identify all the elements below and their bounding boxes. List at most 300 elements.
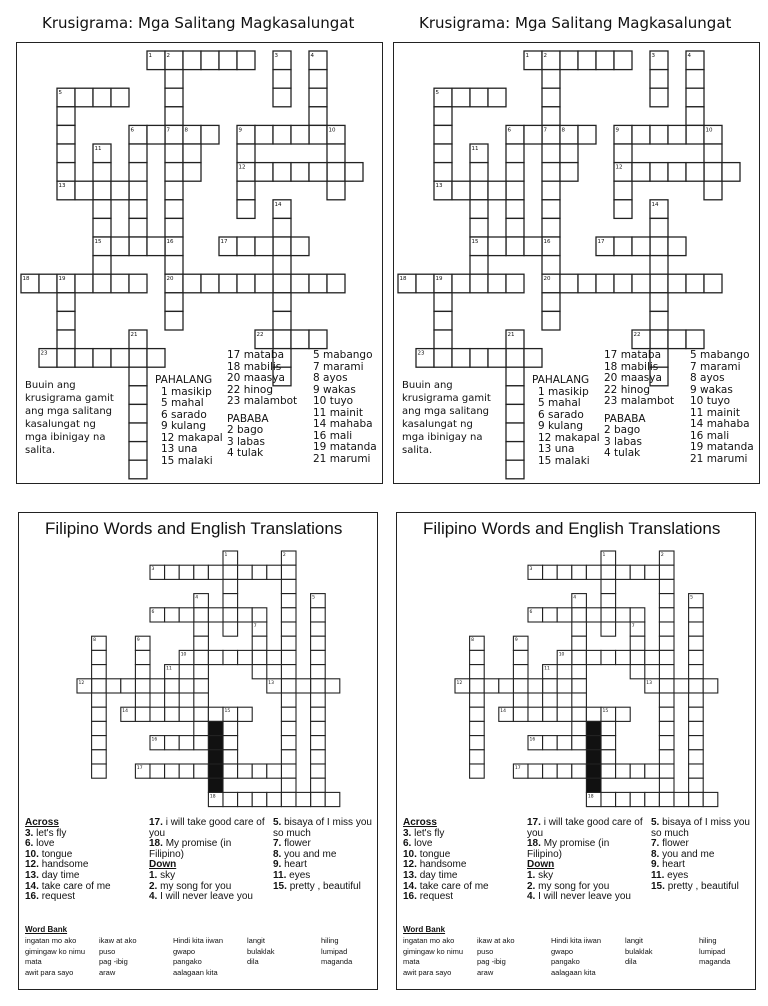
grid-cell[interactable] [470,693,485,707]
grid-cell[interactable] [686,330,704,349]
grid-cell[interactable] [470,707,485,721]
grid-cell[interactable] [311,636,326,650]
grid-cell[interactable] [659,636,674,650]
grid-cell[interactable] [281,693,296,707]
grid-cell[interactable] [689,778,704,792]
grid-cell[interactable] [470,181,488,200]
grid-cell[interactable] [689,792,704,806]
grid-cell[interactable] [668,330,686,349]
grid-cell[interactable] [557,608,572,622]
grid-cell[interactable] [542,293,560,312]
grid-cell[interactable] [273,311,291,330]
grid-cell[interactable] [506,274,524,293]
grid-cell[interactable] [238,650,253,664]
grid-cell[interactable] [572,679,587,693]
grid-cell[interactable] [57,163,75,182]
grid-cell[interactable] [689,650,704,664]
grid-cell[interactable] [513,693,528,707]
grid-cell[interactable] [614,274,632,293]
grid-cell[interactable] [704,274,722,293]
grid-cell[interactable] [273,70,291,89]
grid-cell[interactable] [513,707,528,721]
grid-cell[interactable] [470,349,488,368]
grid-cell[interactable] [650,311,668,330]
grid-cell[interactable] [630,608,645,622]
grid-cell[interactable] [150,764,165,778]
grid-cell[interactable] [237,200,255,219]
grid-cell[interactable] [311,764,326,778]
grid-cell[interactable] [578,125,596,144]
grid-cell[interactable] [470,736,485,750]
grid-cell[interactable] [273,163,291,182]
grid-cell[interactable] [506,404,524,423]
grid-cell[interactable] [165,218,183,237]
grid-cell[interactable] [703,679,718,693]
grid-cell[interactable] [273,218,291,237]
grid-cell[interactable] [572,721,587,735]
grid-cell[interactable] [194,736,209,750]
grid-cell[interactable] [542,70,560,89]
grid-cell[interactable] [135,665,150,679]
grid-cell[interactable] [281,608,296,622]
grid-cell[interactable] [194,665,209,679]
grid-cell[interactable] [557,565,572,579]
grid-cell[interactable] [309,88,327,107]
grid-cell[interactable] [183,274,201,293]
grid-cell[interactable] [165,764,180,778]
grid-cell[interactable] [659,679,674,693]
grid-cell[interactable] [434,349,452,368]
grid-cell[interactable] [596,274,614,293]
grid-cell[interactable] [452,274,470,293]
grid-cell[interactable] [542,311,560,330]
grid-cell[interactable] [659,622,674,636]
grid-cell[interactable] [543,679,558,693]
grid-cell[interactable] [578,51,596,70]
grid-cell[interactable] [255,274,273,293]
grid-cell[interactable] [542,107,560,126]
grid-cell[interactable] [194,622,209,636]
grid-cell[interactable] [674,792,689,806]
grid-cell[interactable] [470,274,488,293]
grid-cell[interactable] [135,650,150,664]
grid-cell[interactable] [499,679,514,693]
grid-cell[interactable] [488,274,506,293]
grid-cell[interactable] [470,750,485,764]
grid-cell[interactable] [281,565,296,579]
grid-cell[interactable] [630,636,645,650]
grid-cell[interactable] [281,736,296,750]
grid-cell[interactable] [296,679,311,693]
grid-cell[interactable] [111,274,129,293]
grid-cell[interactable] [129,218,147,237]
grid-cell[interactable] [650,163,668,182]
grid-cell[interactable] [659,721,674,735]
grid-cell[interactable] [668,274,686,293]
grid-cell[interactable] [689,665,704,679]
grid-cell[interactable] [572,764,587,778]
grid-cell[interactable] [93,274,111,293]
grid-cell[interactable] [488,349,506,368]
grid-cell[interactable] [650,274,668,293]
grid-cell[interactable] [309,125,327,144]
grid-cell[interactable] [311,750,326,764]
grid-cell[interactable] [506,181,524,200]
grid-cell[interactable] [223,764,238,778]
grid-cell[interactable] [135,679,150,693]
grid-cell[interactable] [281,778,296,792]
grid-cell[interactable] [223,608,238,622]
grid-cell[interactable] [309,107,327,126]
grid-cell[interactable] [208,608,223,622]
grid-cell[interactable] [237,274,255,293]
grid-cell[interactable] [689,721,704,735]
grid-cell[interactable] [572,622,587,636]
grid-cell[interactable] [650,218,668,237]
grid-cell[interactable] [668,237,686,256]
grid-cell[interactable] [281,622,296,636]
grid-cell[interactable] [135,707,150,721]
grid-cell[interactable] [194,721,209,735]
grid-cell[interactable] [630,565,645,579]
grid-cell[interactable] [165,293,183,312]
grid-cell[interactable] [291,163,309,182]
grid-cell[interactable] [129,163,147,182]
grid-cell[interactable] [543,764,558,778]
grid-cell[interactable] [434,163,452,182]
grid-cell[interactable] [194,565,209,579]
grid-cell[interactable] [689,679,704,693]
grid-cell[interactable] [311,736,326,750]
grid-cell[interactable] [528,764,543,778]
grid-cell[interactable] [57,125,75,144]
grid-cell[interactable] [255,125,273,144]
grid-cell[interactable] [165,200,183,219]
grid-cell[interactable] [93,349,111,368]
grid-cell[interactable] [129,237,147,256]
grid-cell[interactable] [223,736,238,750]
grid-cell[interactable] [630,665,645,679]
grid-cell[interactable] [616,707,631,721]
grid-cell[interactable] [252,665,267,679]
grid-cell[interactable] [165,107,183,126]
grid-cell[interactable] [147,237,165,256]
grid-cell[interactable] [601,622,616,636]
grid-cell[interactable] [686,107,704,126]
grid-cell[interactable] [703,792,718,806]
grid-cell[interactable] [524,237,542,256]
grid-cell[interactable] [237,51,255,70]
grid-cell[interactable] [543,565,558,579]
grid-cell[interactable] [689,707,704,721]
grid-cell[interactable] [614,51,632,70]
grid-cell[interactable] [273,88,291,107]
grid-cell[interactable] [238,608,253,622]
grid-cell[interactable] [632,274,650,293]
grid-cell[interactable] [129,181,147,200]
grid-cell[interactable] [165,144,183,163]
grid-cell[interactable] [281,650,296,664]
grid-cell[interactable] [586,608,601,622]
grid-cell[interactable] [57,311,75,330]
grid-cell[interactable] [650,88,668,107]
grid-cell[interactable] [311,693,326,707]
grid-cell[interactable] [488,237,506,256]
grid-cell[interactable] [238,764,253,778]
grid-cell[interactable] [513,665,528,679]
grid-cell[interactable] [543,707,558,721]
grid-cell[interactable] [434,293,452,312]
grid-cell[interactable] [273,125,291,144]
grid-cell[interactable] [689,608,704,622]
grid-cell[interactable] [674,679,689,693]
grid-cell[interactable] [689,764,704,778]
grid-cell[interactable] [506,442,524,461]
grid-cell[interactable] [75,349,93,368]
grid-cell[interactable] [129,386,147,405]
grid-cell[interactable] [434,125,452,144]
grid-cell[interactable] [281,579,296,593]
grid-cell[interactable] [689,750,704,764]
grid-cell[interactable] [689,736,704,750]
grid-cell[interactable] [630,650,645,664]
grid-cell[interactable] [722,163,740,182]
grid-cell[interactable] [311,679,326,693]
grid-cell[interactable] [111,237,129,256]
grid-cell[interactable] [106,679,121,693]
grid-cell[interactable] [252,636,267,650]
grid-cell[interactable] [194,608,209,622]
grid-cell[interactable] [645,650,660,664]
grid-cell[interactable] [92,721,107,735]
grid-cell[interactable] [150,707,165,721]
grid-cell[interactable] [560,274,578,293]
grid-cell[interactable] [470,650,485,664]
grid-cell[interactable] [630,764,645,778]
grid-cell[interactable] [273,293,291,312]
grid-cell[interactable] [572,650,587,664]
grid-cell[interactable] [557,764,572,778]
grid-cell[interactable] [513,679,528,693]
grid-cell[interactable] [296,792,311,806]
grid-cell[interactable] [506,349,524,368]
grid-cell[interactable] [542,256,560,275]
grid-cell[interactable] [557,736,572,750]
grid-cell[interactable] [645,792,660,806]
grid-cell[interactable] [165,608,180,622]
grid-cell[interactable] [179,565,194,579]
grid-cell[interactable] [601,764,616,778]
grid-cell[interactable] [147,349,165,368]
grid-cell[interactable] [557,679,572,693]
grid-cell[interactable] [255,163,273,182]
grid-cell[interactable] [542,144,560,163]
grid-cell[interactable] [93,256,111,275]
grid-cell[interactable] [470,218,488,237]
grid-cell[interactable] [208,650,223,664]
grid-cell[interactable] [223,750,238,764]
grid-cell[interactable] [129,442,147,461]
grid-cell[interactable] [75,274,93,293]
grid-cell[interactable] [223,622,238,636]
grid-cell[interactable] [543,736,558,750]
grid-cell[interactable] [165,256,183,275]
grid-cell[interactable] [165,181,183,200]
grid-cell[interactable] [311,778,326,792]
grid-cell[interactable] [165,163,183,182]
grid-cell[interactable] [194,693,209,707]
grid-cell[interactable] [572,636,587,650]
grid-cell[interactable] [165,311,183,330]
grid-cell[interactable] [237,181,255,200]
grid-cell[interactable] [704,163,722,182]
grid-cell[interactable] [586,650,601,664]
grid-cell[interactable] [596,51,614,70]
grid-cell[interactable] [281,750,296,764]
grid-cell[interactable] [470,665,485,679]
grid-cell[interactable] [542,200,560,219]
grid-cell[interactable] [135,693,150,707]
grid-cell[interactable] [506,144,524,163]
grid-cell[interactable] [616,565,631,579]
grid-cell[interactable] [129,144,147,163]
grid-cell[interactable] [223,565,238,579]
grid-cell[interactable] [223,650,238,664]
grid-cell[interactable] [291,125,309,144]
grid-cell[interactable] [650,330,668,349]
grid-cell[interactable] [524,125,542,144]
grid-cell[interactable] [75,88,93,107]
grid-cell[interactable] [659,579,674,593]
grid-cell[interactable] [179,764,194,778]
grid-cell[interactable] [645,764,660,778]
grid-cell[interactable] [311,721,326,735]
grid-cell[interactable] [434,311,452,330]
grid-cell[interactable] [165,693,180,707]
grid-cell[interactable] [470,88,488,107]
grid-cell[interactable] [452,349,470,368]
grid-cell[interactable] [273,256,291,275]
grid-cell[interactable] [689,622,704,636]
grid-cell[interactable] [542,88,560,107]
grid-cell[interactable] [165,736,180,750]
grid-cell[interactable] [327,163,345,182]
grid-cell[interactable] [513,650,528,664]
grid-cell[interactable] [57,107,75,126]
grid-cell[interactable] [614,237,632,256]
grid-cell[interactable] [616,792,631,806]
grid-cell[interactable] [281,636,296,650]
grid-cell[interactable] [309,70,327,89]
grid-cell[interactable] [281,721,296,735]
grid-cell[interactable] [92,736,107,750]
grid-cell[interactable] [165,70,183,89]
grid-cell[interactable] [632,237,650,256]
grid-cell[interactable] [219,274,237,293]
grid-cell[interactable] [524,349,542,368]
grid-cell[interactable] [194,636,209,650]
grid-cell[interactable] [165,88,183,107]
grid-cell[interactable] [543,608,558,622]
grid-cell[interactable] [470,163,488,182]
grid-cell[interactable] [686,70,704,89]
grid-cell[interactable] [165,565,180,579]
grid-cell[interactable] [659,750,674,764]
grid-cell[interactable] [542,181,560,200]
grid-cell[interactable] [659,594,674,608]
grid-cell[interactable] [267,565,282,579]
grid-cell[interactable] [93,200,111,219]
grid-cell[interactable] [416,274,434,293]
grid-cell[interactable] [601,736,616,750]
grid-cell[interactable] [616,608,631,622]
grid-cell[interactable] [659,608,674,622]
grid-cell[interactable] [528,707,543,721]
grid-cell[interactable] [255,237,273,256]
grid-cell[interactable] [92,665,107,679]
grid-cell[interactable] [659,565,674,579]
grid-cell[interactable] [506,386,524,405]
grid-cell[interactable] [632,163,650,182]
grid-cell[interactable] [686,274,704,293]
grid-cell[interactable] [689,693,704,707]
grid-cell[interactable] [327,144,345,163]
grid-cell[interactable] [572,693,587,707]
grid-cell[interactable] [129,200,147,219]
grid-cell[interactable] [150,679,165,693]
grid-cell[interactable] [273,274,291,293]
grid-cell[interactable] [704,144,722,163]
grid-cell[interactable] [528,679,543,693]
grid-cell[interactable] [311,608,326,622]
grid-cell[interactable] [194,650,209,664]
grid-cell[interactable] [560,51,578,70]
grid-cell[interactable] [223,792,238,806]
grid-cell[interactable] [578,274,596,293]
grid-cell[interactable] [219,51,237,70]
grid-cell[interactable] [92,764,107,778]
grid-cell[interactable] [616,764,631,778]
grid-cell[interactable] [92,750,107,764]
grid-cell[interactable] [325,679,340,693]
grid-cell[interactable] [470,200,488,219]
grid-cell[interactable] [659,665,674,679]
grid-cell[interactable] [311,707,326,721]
grid-cell[interactable] [601,565,616,579]
grid-cell[interactable] [434,330,452,349]
grid-cell[interactable] [267,764,282,778]
grid-cell[interactable] [237,237,255,256]
grid-cell[interactable] [345,163,363,182]
grid-cell[interactable] [129,349,147,368]
grid-cell[interactable] [632,125,650,144]
grid-cell[interactable] [57,330,75,349]
grid-cell[interactable] [327,274,345,293]
grid-cell[interactable] [506,237,524,256]
grid-cell[interactable] [57,144,75,163]
grid-cell[interactable] [267,650,282,664]
grid-cell[interactable] [616,650,631,664]
grid-cell[interactable] [252,792,267,806]
grid-cell[interactable] [668,125,686,144]
grid-cell[interactable] [147,125,165,144]
grid-cell[interactable] [75,181,93,200]
grid-cell[interactable] [121,679,136,693]
grid-cell[interactable] [183,51,201,70]
grid-cell[interactable] [659,650,674,664]
grid-cell[interactable] [92,693,107,707]
grid-cell[interactable] [311,650,326,664]
